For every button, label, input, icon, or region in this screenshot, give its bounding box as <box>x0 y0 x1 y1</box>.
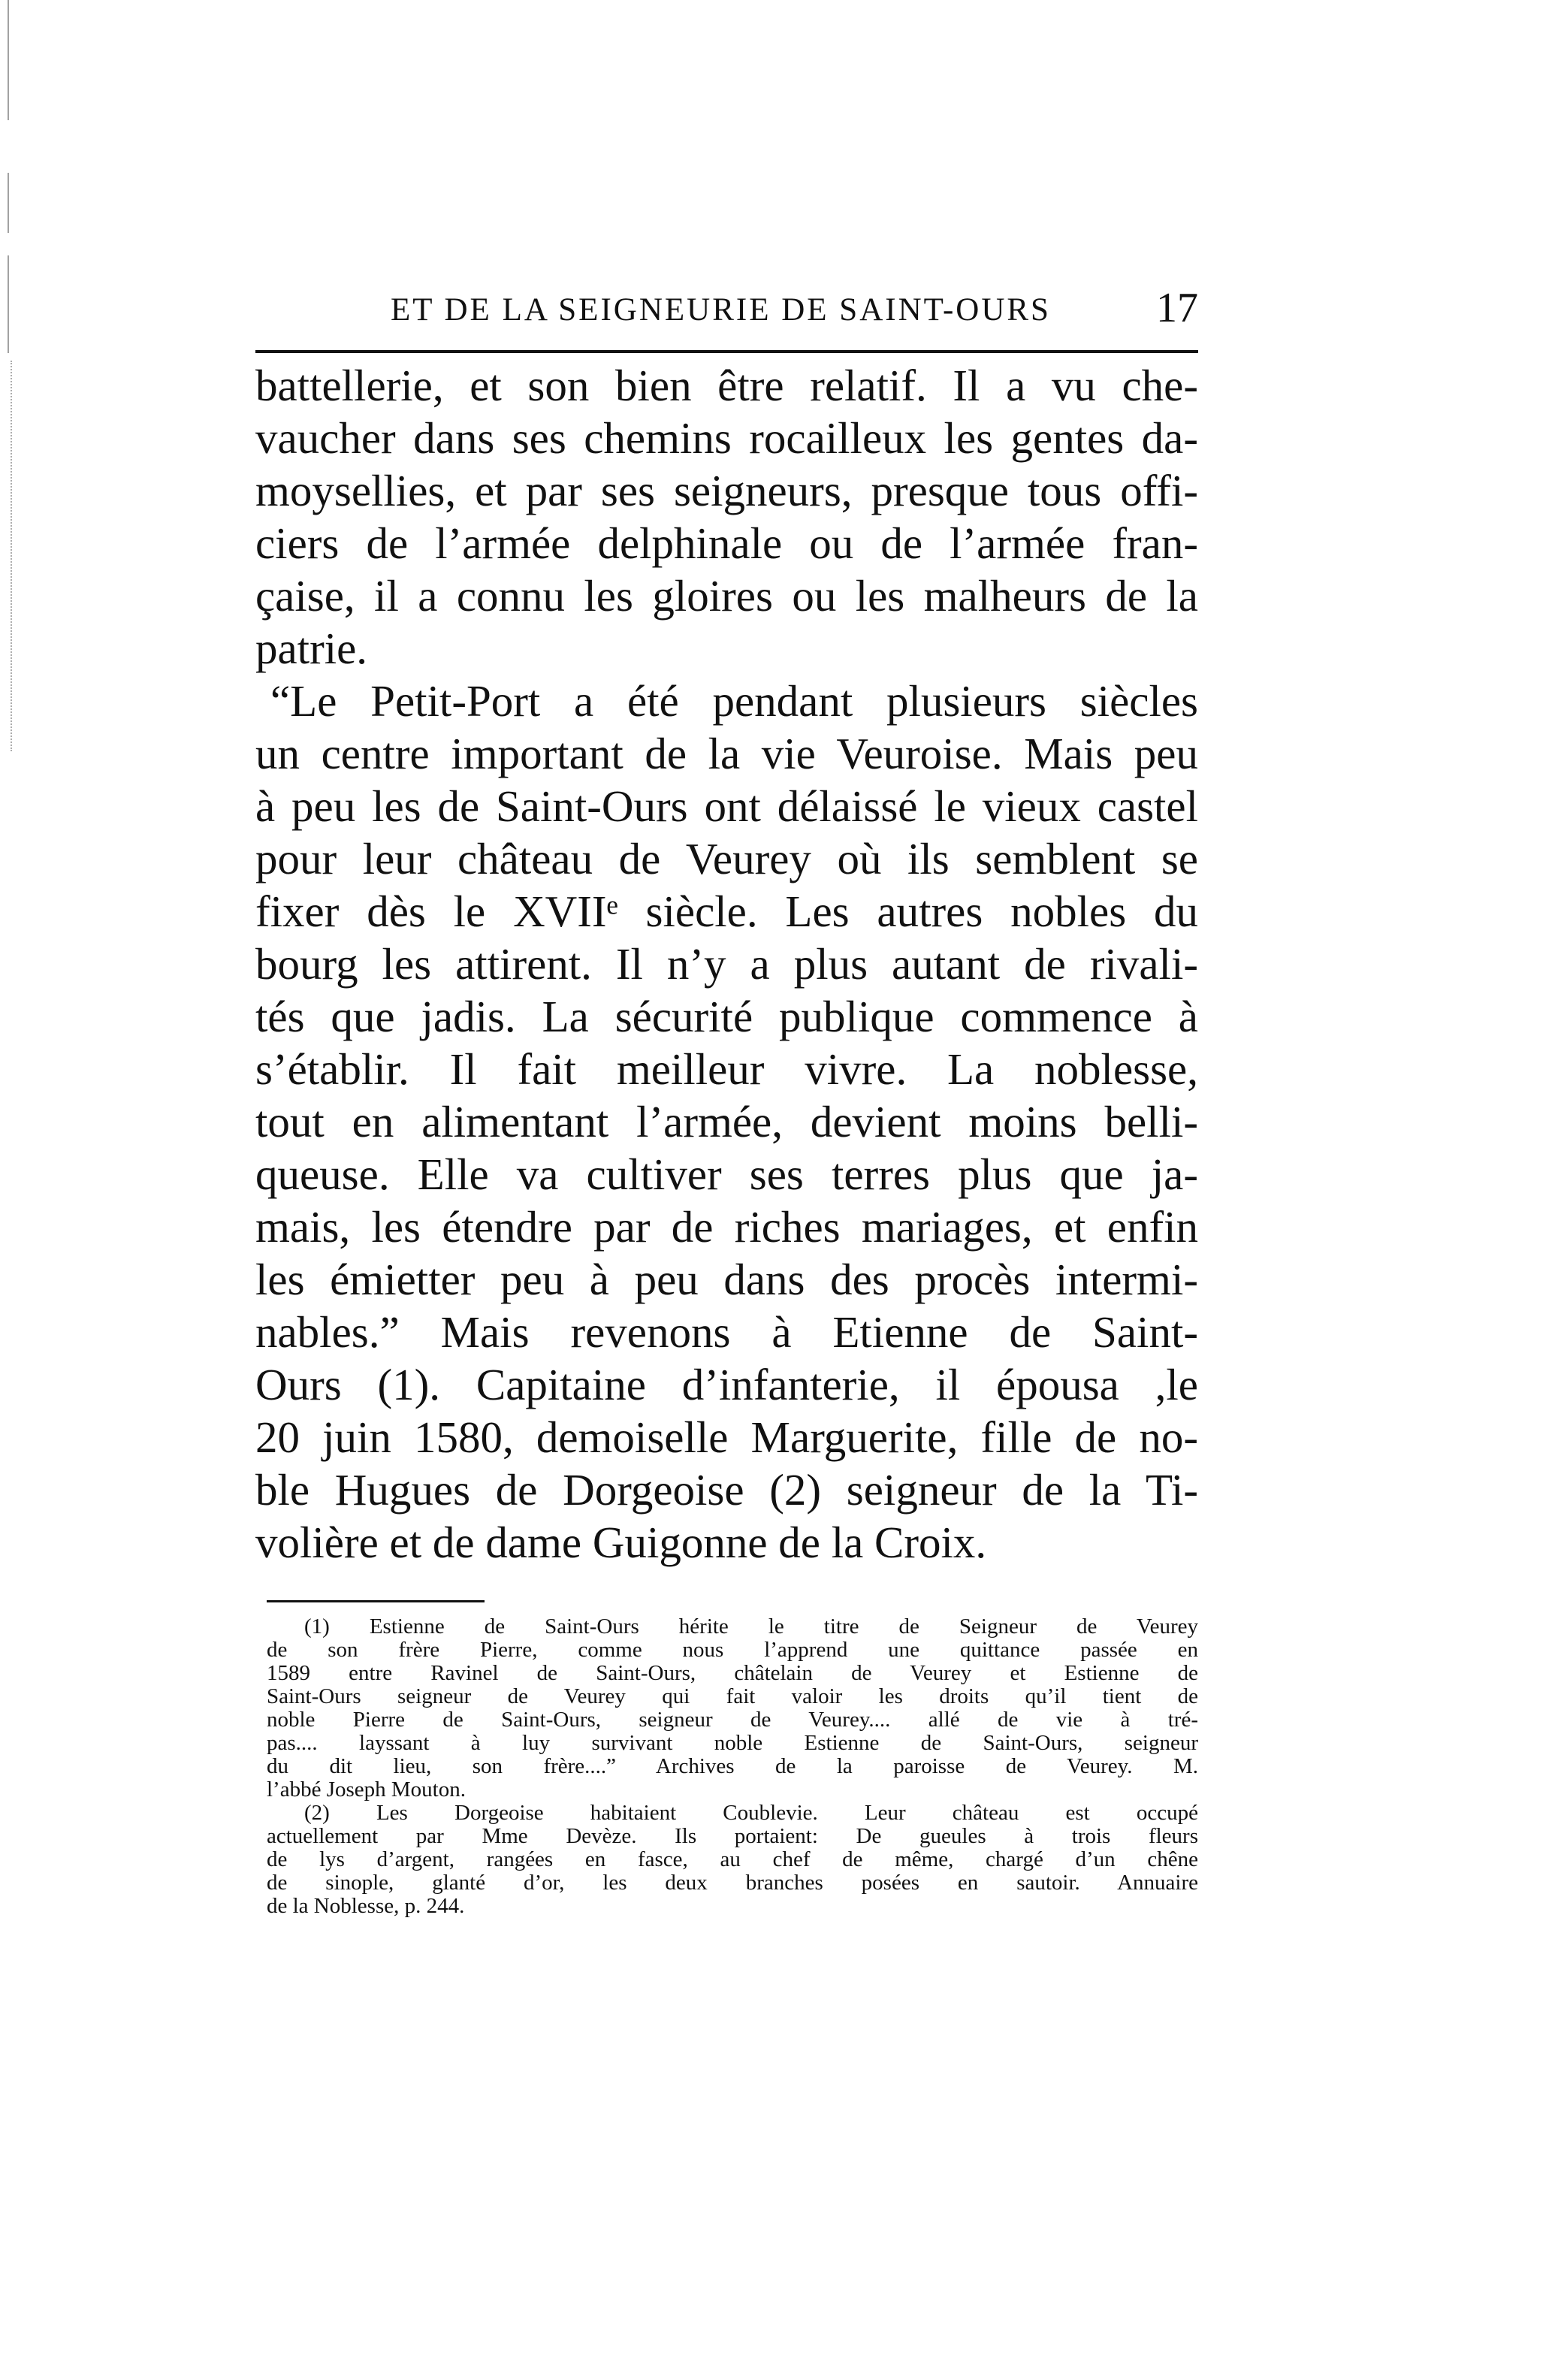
body-line: tout en alimentant l’armée, devient moins belli- <box>255 1097 1198 1146</box>
body-line: ble Hugues de Dorgeoise (2) seigneur de la Ti- <box>255 1465 1198 1515</box>
footnote-line: de la Noblesse, p. 244. <box>267 1894 465 1918</box>
footnote-line: (1) Estienne de Saint-Ours hérite le titre de Seigneur de Veurey <box>304 1614 1198 1639</box>
footnote-line: de lys d’argent, rangées en fasce, au chef de même, chargé d’un chêne <box>267 1847 1198 1871</box>
body-line: patrie. <box>255 624 368 673</box>
footnote-line: du dit lieu, son frère....” Archives de la paroisse de Veurey. M. <box>267 1754 1198 1778</box>
body-line: un centre important de la vie Veuroise. Mais peu <box>255 729 1198 778</box>
body-line: mais, les étendre par de riches mariages, et enfin <box>255 1202 1198 1252</box>
body-line: volière et de dame Guigonne de la Croix. <box>255 1518 987 1567</box>
body-line: bourg les attirent. Il n’y a plus autant de rivali- <box>255 939 1198 989</box>
footnote-line: Saint-Ours seigneur de Veurey qui fait valoir les droits qu’il tient de <box>267 1684 1198 1708</box>
body-line: queuse. Elle va cultiver ses terres plus que ja- <box>255 1149 1198 1199</box>
body-line: fixer dès le XVIIᵉ siècle. Les autres nobles du <box>255 886 1198 936</box>
running-head-title: ET DE LA SEIGNEURIE DE SAINT-OURS <box>391 292 1051 328</box>
running-head <box>255 284 1198 337</box>
body-line: Ours (1). Capitaine d’infanterie, il épousa ,le <box>255 1360 1198 1409</box>
scan-edge-mark <box>8 0 9 120</box>
body-line: les émietter peu à peu dans des procès intermi- <box>255 1255 1198 1304</box>
footnotes <box>267 1615 1198 1918</box>
body-line: vaucher dans ses chemins rocailleux les gentes da- <box>255 413 1198 463</box>
scan-edge-mark <box>8 173 9 233</box>
scan-edge-dots <box>11 361 14 751</box>
body-line: moysellies, et par ses seigneurs, presque tous offi- <box>255 466 1198 515</box>
footnote-line: 1589 entre Ravinel de Saint-Ours, châtelain de Veurey et Estienne de <box>267 1661 1198 1685</box>
body-line: nables.” Mais revenons à Etienne de Saint- <box>255 1307 1198 1357</box>
footnote-line: (2) Les Dorgeoise habitaient Coublevie. Leur château est occupé <box>304 1801 1198 1825</box>
body-line: “Le Petit-Port a été pendant plusieurs siècles <box>270 676 1198 726</box>
footnote-line: actuellement par Mme Devèze. Ils portaient: De gueules à trois fleurs <box>267 1824 1198 1848</box>
body-line: battellerie, et son bien être relatif. Il a vu che- <box>255 361 1198 410</box>
footnote-line: l’abbé Joseph Mouton. <box>267 1777 466 1802</box>
body-line: çaise, il a connu les gloires ou les malheurs de la <box>255 571 1198 621</box>
footnote-line: de son frère Pierre, comme nous l’apprend une quittance passée en <box>267 1638 1198 1662</box>
page-number: 17 <box>1156 285 1198 331</box>
body-line: à peu les de Saint-Ours ont délaissé le vieux castel <box>255 781 1198 831</box>
body-line: ciers de l’armée delphinale ou de l’armée fran- <box>255 518 1198 568</box>
header-rule <box>255 350 1198 353</box>
body-line: s’établir. Il fait meilleur vivre. La noblesse, <box>255 1044 1198 1094</box>
footnote-line: de sinople, glanté d’or, les deux branches posées en sautoir. Annuaire <box>267 1871 1198 1895</box>
body-line: tés que jadis. La sécurité publique commence à <box>255 992 1198 1041</box>
body-text <box>255 359 1198 1569</box>
scan-edge-mark <box>8 255 9 353</box>
footnote-line: pas.... layssant à luy survivant noble Estienne de Saint-Ours, seigneur <box>267 1731 1198 1755</box>
body-line: pour leur château de Veurey où ils semblent se <box>255 834 1198 883</box>
footnote-rule <box>267 1600 485 1602</box>
body-line: 20 juin 1580, demoiselle Marguerite, fille de no- <box>255 1412 1198 1462</box>
footnote-line: noble Pierre de Saint-Ours, seigneur de Veurey.... allé de vie à tré- <box>267 1708 1198 1732</box>
